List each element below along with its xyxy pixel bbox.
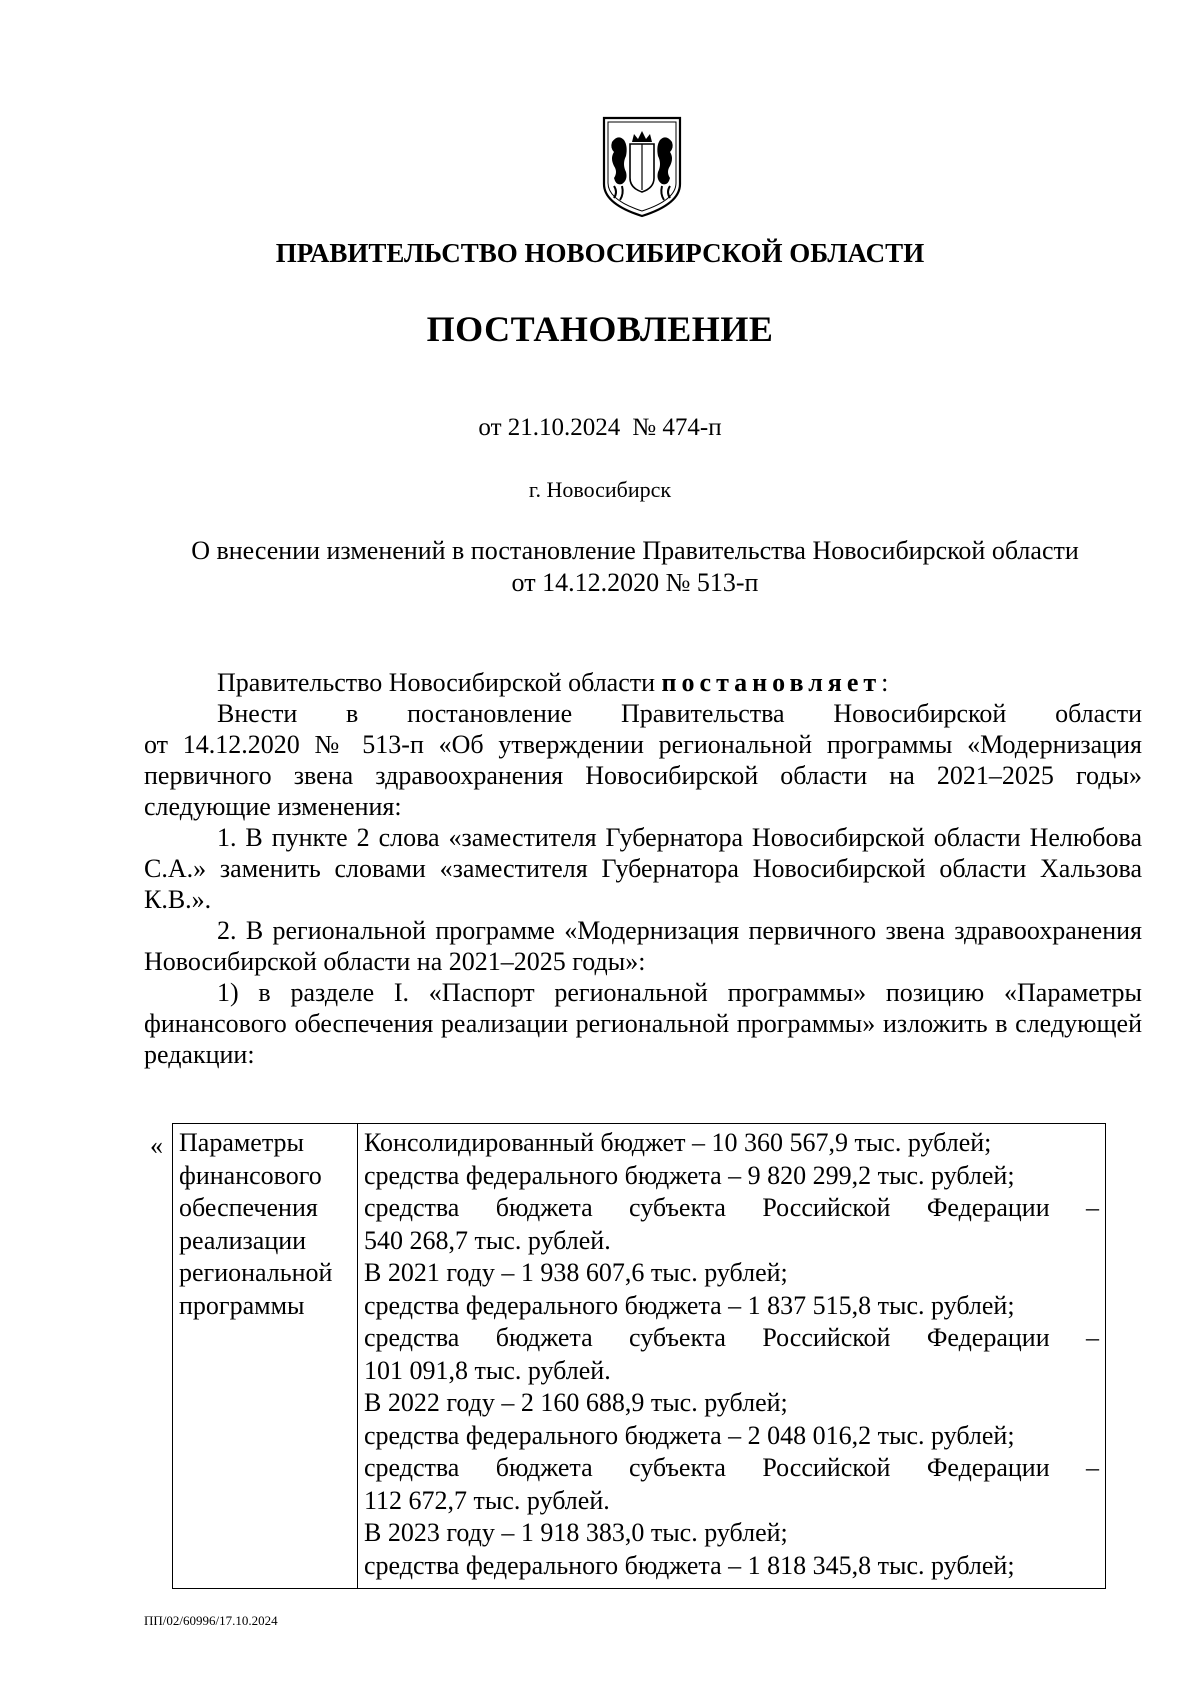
value-line: средства федерального бюджета – 1 837 515,8 тыс. рублей; <box>364 1290 1015 1320</box>
value-line: средства бюджета субъекта Российской Федерации – <box>364 1453 1099 1482</box>
issuing-city: г. Новосибирск <box>528 477 672 502</box>
label-line: Параметры <box>179 1128 304 1157</box>
value-line: 101 091,8 тыс. рублей. <box>364 1355 611 1385</box>
label-line: обеспечения <box>179 1193 318 1222</box>
intro-first-line: Внести в постановление Правительства Новосибирской области <box>217 699 1142 728</box>
decree-colon: : <box>881 668 889 697</box>
decree-body <box>144 667 1142 1070</box>
decree-date: от 21.10.2024 <box>478 414 621 441</box>
opening-quote-mark: « <box>150 1131 163 1160</box>
value-line: средства федерального бюджета – 9 820 299,2 тыс. рублей; <box>364 1160 1015 1190</box>
decree-clause <box>144 667 1142 698</box>
decree-verb: постановляет <box>661 668 882 697</box>
decree-subject-line: от 14.12.2020 № 513-п <box>511 568 759 597</box>
table-row <box>173 1124 1106 1589</box>
document-type-title: ПОСТАНОВЛЕНИЕ <box>426 309 774 349</box>
parameter-value-cell <box>358 1124 1106 1589</box>
value-line: 540 268,7 тыс. рублей. <box>364 1225 611 1255</box>
item-2-1-paragraph: 1) в разделе I. «Паспорт региональной программы» позицию «Параметры финансового обеспечения реализации региональной программы» изложить в следующей редакции: <box>144 978 1142 1069</box>
document-code: ПП/02/60996/17.10.2024 <box>144 1613 278 1628</box>
intro-paragraph: от 14.12.2020 № 513-п «Об утверждении региональной программы «Модернизация первичного звена здравоохранения Новосибирской области на 2021–2025 годы» следующие изменения: <box>144 730 1142 821</box>
value-line: Консолидированный бюджет – 10 360 567,9 тыс. рублей; <box>364 1128 992 1157</box>
label-line: финансового <box>179 1160 322 1190</box>
parameter-label-cell <box>173 1124 358 1589</box>
decree-subject-line: О внесении изменений в постановление Правительства Новосибирской области <box>191 536 1079 565</box>
label-line: реализации <box>179 1225 307 1255</box>
financing-parameters-table <box>172 1123 1106 1589</box>
decree-lead: Правительство Новосибирской области <box>217 668 656 697</box>
value-line: средства федерального бюджета – 2 048 016,2 тыс. рублей; <box>364 1420 1015 1450</box>
value-line: средства бюджета субъекта Российской Федерации – <box>364 1193 1099 1222</box>
label-line: программы <box>179 1290 305 1320</box>
coat-of-arms-icon <box>600 112 684 218</box>
item-1-paragraph: 1. В пункте 2 слова «заместителя Губернатора Новосибирской области Нелюбова С.А.» заменить словами «заместителя Губернатора Новосибирской области Хальзова К.В.». <box>144 823 1142 914</box>
decree-date-number <box>0 414 1200 442</box>
item-2-paragraph: 2. В региональной программе «Модернизация первичного звена здравоохранения Новосибирской области на 2021–2025 годы»: <box>144 916 1142 976</box>
value-line: В 2022 году – 2 160 688,9 тыс. рублей; <box>364 1388 788 1417</box>
value-line: средства федерального бюджета – 1 818 345,8 тыс. рублей; <box>364 1550 1015 1580</box>
decree-subject <box>150 535 1120 599</box>
decree-number: № 474-п <box>632 414 722 441</box>
value-line: В 2021 году – 1 938 607,6 тыс. рублей; <box>364 1258 788 1287</box>
value-line: В 2023 году – 1 918 383,0 тыс. рублей; <box>364 1518 788 1547</box>
value-line: средства бюджета субъекта Российской Федерации – <box>364 1323 1099 1352</box>
government-name: ПРАВИТЕЛЬСТВО НОВОСИБИРСКОЙ ОБЛАСТИ <box>275 238 925 268</box>
value-line: 112 672,7 тыс. рублей. <box>364 1485 610 1515</box>
label-line: региональной <box>179 1258 333 1287</box>
